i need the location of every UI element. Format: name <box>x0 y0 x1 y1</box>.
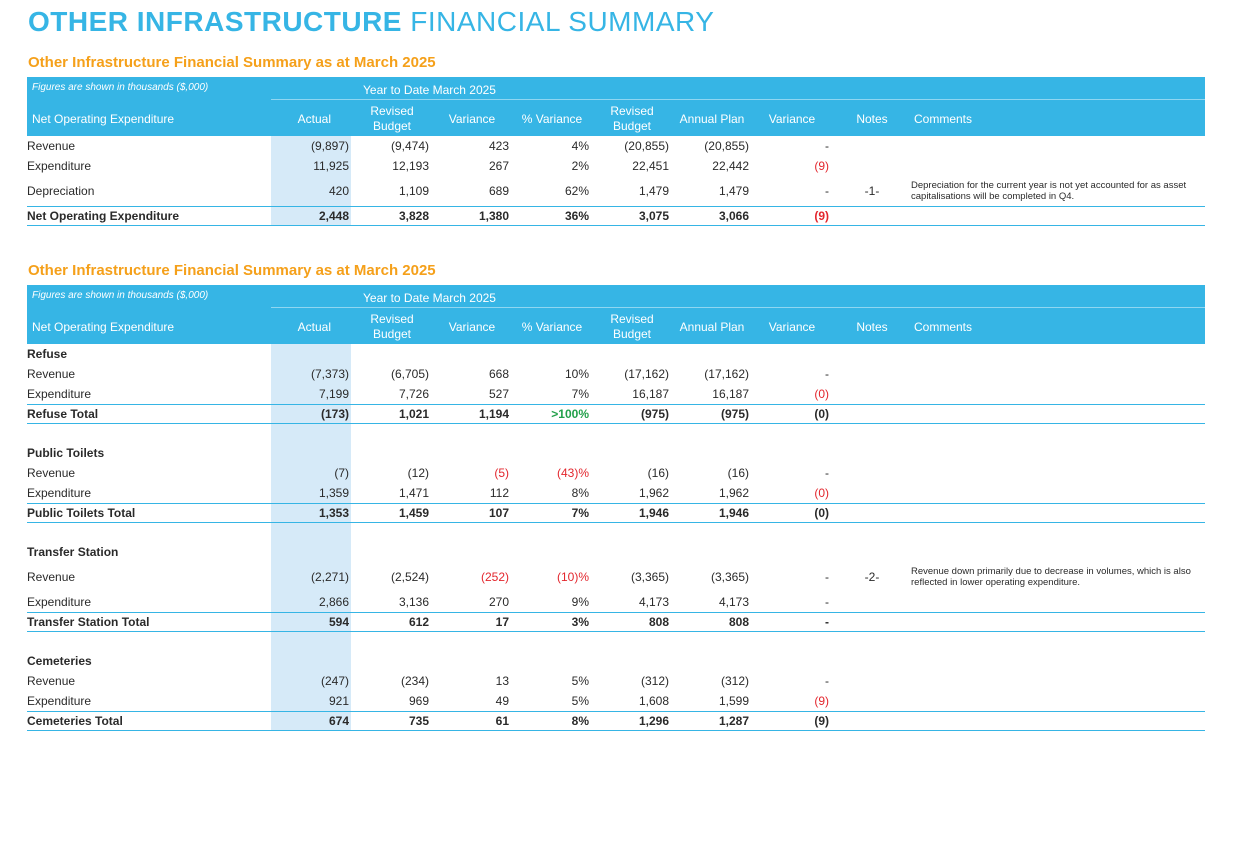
cell-var2: - <box>825 184 829 198</box>
cell-label: Depreciation <box>27 184 95 198</box>
cell-rb2: 1,962 <box>638 486 669 500</box>
cell-ap: (3,365) <box>710 570 749 584</box>
cell-var: 1,194 <box>478 407 509 421</box>
cell-label: Cemeteries Total <box>27 714 123 728</box>
group-spacer <box>27 523 1205 542</box>
cell-var: 267 <box>488 159 509 173</box>
cell-var: 13 <box>495 674 509 688</box>
cell-label: Expenditure <box>27 595 92 609</box>
cell-rb: 1,459 <box>398 506 429 520</box>
cell-var: 423 <box>488 139 509 153</box>
cell-label: Public Toilets Total <box>27 506 136 520</box>
cell-rb2: (16) <box>647 466 669 480</box>
cell-label: Expenditure <box>27 387 92 401</box>
cell-rb2: 1,479 <box>638 184 669 198</box>
col-header-comments: Comments <box>914 111 973 126</box>
cell-pct: 7% <box>571 387 589 401</box>
cell-pct: (43)% <box>556 466 589 480</box>
cell-rb2: 1,608 <box>638 694 669 708</box>
cell-label: Revenue <box>27 674 76 688</box>
cell-var2: (9) <box>814 159 829 173</box>
col-header-annual-plan: Annual Plan <box>679 111 745 126</box>
cell-label: Revenue <box>27 466 76 480</box>
financial-table-2 <box>27 285 1205 731</box>
cell-rb: 12,193 <box>392 159 429 173</box>
cell-rb: (234) <box>400 674 429 688</box>
group-heading <box>27 443 1205 463</box>
col-header-pct-variance: % Variance <box>521 111 583 126</box>
cell-ap: (20,855) <box>704 139 749 153</box>
cell-var: (252) <box>480 570 509 584</box>
cell-ap: 22,442 <box>712 159 749 173</box>
cell-pct: 8% <box>571 714 589 728</box>
cell-label: Net Operating Expenditure <box>27 209 180 223</box>
cell-ap: (975) <box>720 407 749 421</box>
cell-ap: 1,962 <box>718 486 749 500</box>
cell-var2: - <box>825 139 829 153</box>
cell-ap: (16) <box>727 466 749 480</box>
col-header-actual: Actual <box>297 111 331 126</box>
cell-ap: 1,287 <box>718 714 749 728</box>
cell-pct: 36% <box>564 209 589 223</box>
cell-var: 49 <box>495 694 509 708</box>
col-header-notes: Notes <box>856 319 888 334</box>
figures-note: Figures are shown in thousands ($,000) <box>32 82 209 93</box>
cell-rb: 7,726 <box>398 387 429 401</box>
col-header-label: Net Operating Expenditure <box>32 111 175 126</box>
cell-label: Expenditure <box>27 159 92 173</box>
table-row <box>27 364 1205 384</box>
cell-var2: (0) <box>814 486 829 500</box>
page-title <box>28 6 714 38</box>
cell-var: 270 <box>488 595 509 609</box>
cell-var2: - <box>825 466 829 480</box>
col-header-notes: Notes <box>856 111 888 126</box>
cell-pct: (10)% <box>556 570 589 584</box>
total-row <box>27 404 1205 424</box>
header-divider <box>271 307 1205 308</box>
cell-actual: 420 <box>328 184 349 198</box>
cell-var2: - <box>825 674 829 688</box>
cell-pct: 5% <box>571 674 589 688</box>
col-header-revised-budget: Revised Budget <box>370 104 414 133</box>
total-row <box>27 612 1205 632</box>
cell-var: 112 <box>489 486 509 500</box>
cell-var2: (0) <box>814 506 829 520</box>
cell-actual: 7,199 <box>318 387 349 401</box>
table-row <box>27 691 1205 711</box>
cell-actual: 674 <box>328 714 349 728</box>
cell-pct: 8% <box>571 486 589 500</box>
cell-var2: - <box>825 570 829 584</box>
cell-actual: 2,866 <box>318 595 349 609</box>
cell-label: Expenditure <box>27 694 92 708</box>
cell-rb2: 1,946 <box>638 506 669 520</box>
cell-rb: 612 <box>408 615 429 629</box>
col-header-revised-budget-2: Revised Budget <box>610 312 654 341</box>
table-body <box>27 344 1205 731</box>
col-header-annual-plan: Annual Plan <box>679 319 745 334</box>
cell-var: 527 <box>488 387 509 401</box>
col-header-revised-budget: Revised Budget <box>370 312 414 341</box>
cell-var2: - <box>825 595 829 609</box>
col-header-comments: Comments <box>914 319 973 334</box>
cell-pct: 7% <box>571 506 589 520</box>
cell-var: 17 <box>495 615 509 629</box>
cell-label: Transfer Station Total <box>27 615 150 629</box>
cell-actual: (247) <box>320 674 349 688</box>
cell-rb2: 808 <box>648 615 669 629</box>
cell-var2: (0) <box>814 407 829 421</box>
cell-actual: 921 <box>328 694 349 708</box>
cell-pct: 62% <box>564 184 589 198</box>
page-title-light: FINANCIAL SUMMARY <box>410 6 715 37</box>
col-header-variance-2: Variance <box>768 111 816 126</box>
cell-notes: -1- <box>864 184 880 198</box>
cell-label: Revenue <box>27 367 76 381</box>
col-header-actual: Actual <box>297 319 331 334</box>
table-row <box>27 592 1205 612</box>
group-heading <box>27 344 1205 364</box>
cell-comment: Depreciation for the current year is not yet accounted for as asset capitalisations will be completed in Q4. <box>911 180 1187 202</box>
cell-rb: (12) <box>407 466 429 480</box>
cell-var: 107 <box>488 506 509 520</box>
cell-rb2: 16,187 <box>632 387 669 401</box>
cell-rb: (2,524) <box>390 570 429 584</box>
cell-actual: (173) <box>320 407 349 421</box>
cell-var2: (0) <box>814 387 829 401</box>
cell-label: Refuse Total <box>27 407 99 421</box>
table-row <box>27 671 1205 691</box>
cell-rb2: 1,296 <box>638 714 669 728</box>
group-spacer <box>27 424 1205 443</box>
cell-pct: 5% <box>571 694 589 708</box>
cell-rb: 3,828 <box>398 209 429 223</box>
cell-notes: -2- <box>864 570 880 584</box>
cell-var: 689 <box>488 184 509 198</box>
cell-rb2: (975) <box>640 407 669 421</box>
table-row <box>27 136 1205 156</box>
group-heading <box>27 542 1205 562</box>
cell-rb: 969 <box>408 694 429 708</box>
cell-pct: 2% <box>571 159 589 173</box>
ytd-header: Year to Date March 2025 <box>363 291 496 305</box>
header-divider <box>271 99 1205 100</box>
cell-ap: 1,479 <box>718 184 749 198</box>
cell-actual: 2,448 <box>318 209 349 223</box>
financial-table-1 <box>27 77 1205 226</box>
cell-var2: - <box>825 615 829 629</box>
cell-rb2: (312) <box>640 674 669 688</box>
cell-pct: 4% <box>571 139 589 153</box>
cell-var: (5) <box>494 466 509 480</box>
cell-pct: 9% <box>571 595 589 609</box>
cell-var: 668 <box>488 367 509 381</box>
section-title-2: Other Infrastructure Financial Summary as at March 2025 <box>28 262 436 279</box>
cell-ap: 1,599 <box>718 694 749 708</box>
table-row <box>27 176 1205 206</box>
cell-pct: >100% <box>551 407 589 421</box>
total-row <box>27 711 1205 731</box>
cell-rb: 1,471 <box>398 486 429 500</box>
cell-rb2: (17,162) <box>624 367 669 381</box>
cell-ap: (312) <box>720 674 749 688</box>
cell-rb2: 22,451 <box>632 159 669 173</box>
cell-rb: 735 <box>408 714 429 728</box>
figures-note: Figures are shown in thousands ($,000) <box>32 290 209 301</box>
cell-actual: 1,359 <box>318 486 349 500</box>
cell-comment: Revenue down primarily due to decrease in volumes, which is also reflected in lower operating expenditure. <box>911 566 1191 588</box>
cell-rb2: (20,855) <box>624 139 669 153</box>
cell-rb: (6,705) <box>390 367 429 381</box>
cell-ap: 16,187 <box>712 387 749 401</box>
cell-rb: 3,136 <box>398 595 429 609</box>
cell-pct: 10% <box>564 367 589 381</box>
cell-ap: (17,162) <box>704 367 749 381</box>
section-title-1: Other Infrastructure Financial Summary as at March 2025 <box>28 54 436 71</box>
table-body <box>27 136 1205 226</box>
page-title-bold: OTHER INFRASTRUCTURE <box>28 6 402 37</box>
cell-rb: (9,474) <box>390 139 429 153</box>
cell-rb2: (3,365) <box>630 570 669 584</box>
cell-rb: 1,021 <box>398 407 429 421</box>
col-header-variance: Variance <box>448 111 496 126</box>
cell-label: Refuse <box>27 347 68 361</box>
cell-actual: (7,373) <box>310 367 349 381</box>
cell-var: 61 <box>495 714 509 728</box>
cell-actual: 594 <box>328 615 349 629</box>
cell-label: Expenditure <box>27 486 92 500</box>
table-row <box>27 384 1205 404</box>
col-header-label: Net Operating Expenditure <box>32 319 175 334</box>
table-header <box>27 285 1205 344</box>
cell-rb2: 4,173 <box>638 595 669 609</box>
cell-rb: 1,109 <box>398 184 429 198</box>
table-row <box>27 156 1205 176</box>
cell-actual: (9,897) <box>310 139 349 153</box>
cell-label: Public Toilets <box>27 446 105 460</box>
cell-label: Revenue <box>27 139 76 153</box>
cell-ap: 1,946 <box>718 506 749 520</box>
group-spacer <box>27 632 1205 651</box>
table-row <box>27 463 1205 483</box>
cell-actual: (7) <box>334 466 349 480</box>
cell-label: Cemeteries <box>27 654 92 668</box>
cell-ap: 808 <box>728 615 749 629</box>
group-heading <box>27 651 1205 671</box>
col-header-pct-variance: % Variance <box>521 319 583 334</box>
col-header-revised-budget-2: Revised Budget <box>610 104 654 133</box>
cell-pct: 3% <box>571 615 589 629</box>
total-row <box>27 503 1205 523</box>
cell-var2: (9) <box>814 714 829 728</box>
ytd-header: Year to Date March 2025 <box>363 83 496 97</box>
col-header-variance-2: Variance <box>768 319 816 334</box>
cell-rb2: 3,075 <box>638 209 669 223</box>
cell-var: 1,380 <box>478 209 509 223</box>
cell-actual: 1,353 <box>318 506 349 520</box>
table-row <box>27 483 1205 503</box>
table-header <box>27 77 1205 136</box>
cell-actual: (2,271) <box>310 570 349 584</box>
cell-var2: (9) <box>814 694 829 708</box>
cell-var2: (9) <box>814 209 829 223</box>
cell-ap: 3,066 <box>718 209 749 223</box>
table-row <box>27 562 1205 592</box>
col-header-variance: Variance <box>448 319 496 334</box>
cell-actual: 11,925 <box>313 159 349 173</box>
cell-label: Transfer Station <box>27 545 119 559</box>
cell-label: Revenue <box>27 570 76 584</box>
total-row <box>27 206 1205 226</box>
cell-var2: - <box>825 367 829 381</box>
cell-ap: 4,173 <box>718 595 749 609</box>
